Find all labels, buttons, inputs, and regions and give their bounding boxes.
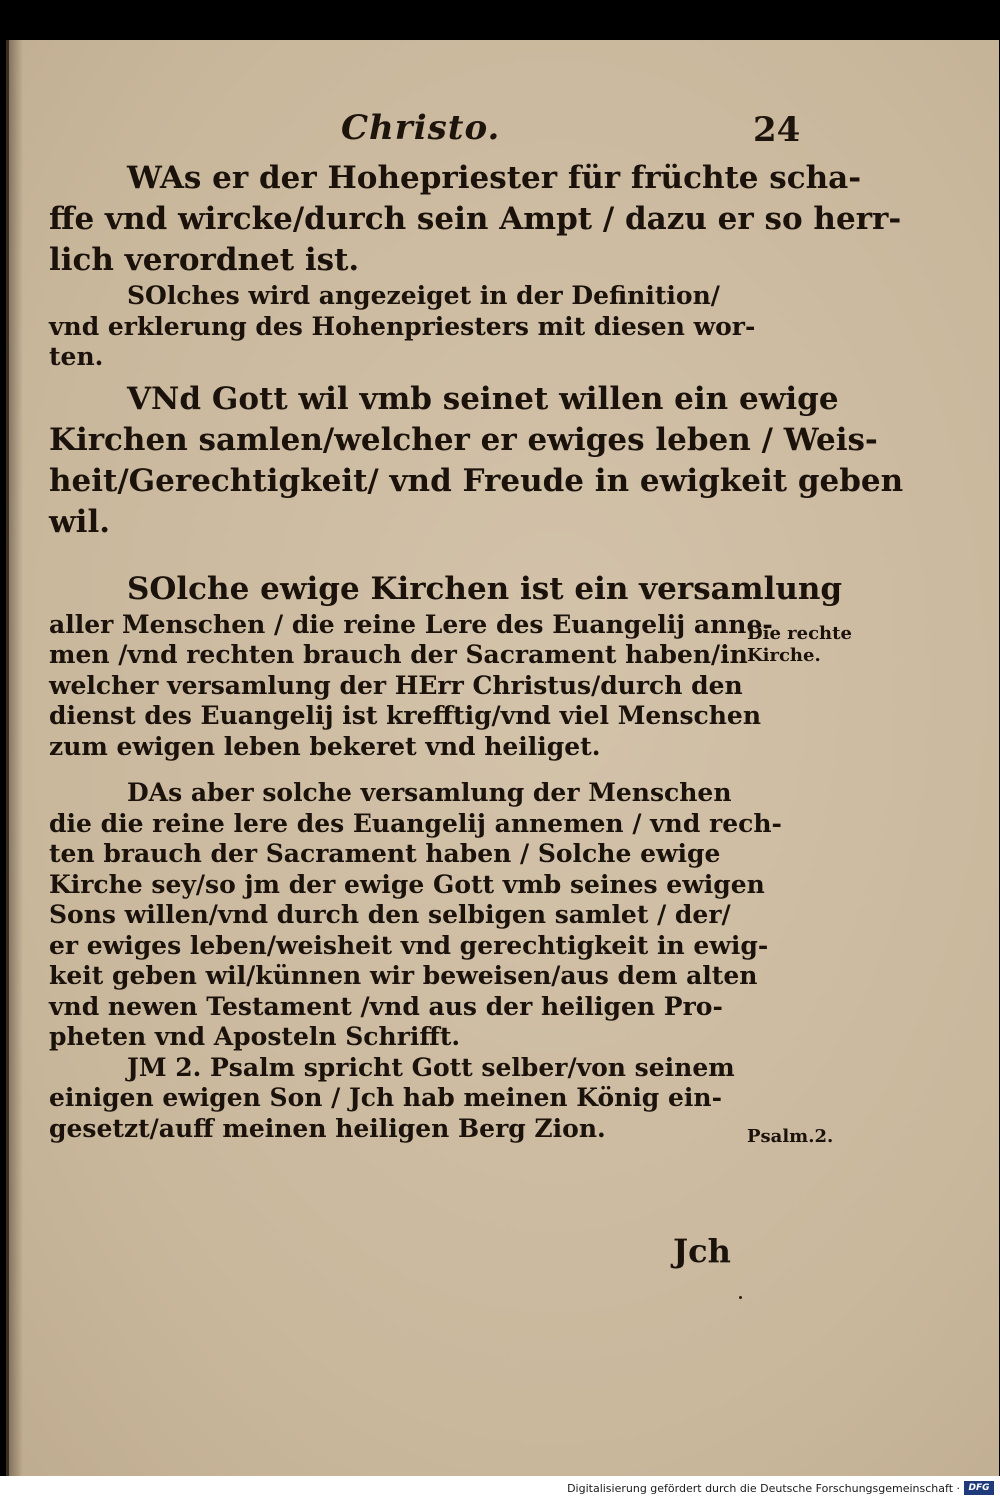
text-line: vnd erklerung des Hohenpriesters mit diesen wor- (49, 311, 756, 341)
text-line: zum ewigen leben bekeret vnd heiliget. (49, 731, 601, 761)
footer-bar (0, 1476, 1000, 1501)
margin-note-line: Kirche. (747, 645, 821, 666)
text-line: WAs er der Hohepriester für früchte scha- (127, 160, 862, 196)
text-line: JM 2. Psalm spricht Gott selber/von seinem (127, 1052, 735, 1082)
catchword: Jch (673, 1232, 731, 1270)
text-line: gesetzt/auff meinen heiligen Berg Zion. (49, 1113, 606, 1143)
text-line: Kirchen samlen/welcher er ewiges leben / Weis- (49, 421, 878, 458)
paragraph-5 (49, 778, 782, 1053)
text-line: Sons willen/vnd durch den selbigen samlet / der/ (49, 900, 731, 929)
text-line: aller Menschen / die reine Lere des Euangelij anne- (49, 609, 773, 639)
book-page (6, 40, 999, 1476)
text-line: ten brauch der Sacrament haben / Solche ewige (49, 839, 721, 868)
paragraph-2 (49, 281, 756, 373)
text-line: VNd Gott wil vmb seinet willen ein ewige (127, 380, 839, 417)
text-line: ffe vnd wircke/durch sein Ampt / dazu er so herr- (49, 201, 902, 237)
text-line: heit/Gerechtigkeit/ vnd Freude in ewigkeit geben (49, 462, 904, 499)
paper-speck (739, 1296, 742, 1299)
text-line: einigen ewigen Son / Jch hab meinen König ein- (49, 1083, 722, 1112)
running-head (9, 108, 999, 158)
text-line: Kirche sey/so jm der ewige Gott vmb seines ewigen (49, 869, 765, 899)
paragraph-1-cont (49, 199, 902, 281)
margin-note-psalm: Psalm.2. (747, 1126, 834, 1147)
running-head-title: Christo. (341, 108, 501, 148)
margin-note-line: Die rechte (747, 623, 852, 644)
paragraph-3 (49, 379, 904, 543)
funding-credit: Digitalisierung gefördert durch die Deutsche Forschungsgemeinschaft · (567, 1482, 960, 1495)
text-line: lich verordnet ist. (49, 242, 360, 278)
text-line: welcher versamlung der HErr Christus/durch den (49, 670, 743, 700)
text-line: DAs aber solche versamlung der Menschen (127, 778, 732, 807)
paragraph-1 (49, 158, 862, 199)
text-line: pheten vnd Aposteln Schrifft. (49, 1022, 461, 1051)
page-number: 24 (753, 110, 801, 150)
paragraph-6 (49, 1053, 749, 1145)
margin-note-church (747, 623, 852, 667)
text-line: ten. (49, 342, 104, 371)
text-line: wil. (49, 503, 111, 540)
text-line: die die reine lere des Euangelij annemen / vnd rech- (49, 808, 782, 838)
dfg-logo-icon: DFG (964, 1481, 994, 1495)
text-line: vnd newen Testament /vnd aus der heiligen Pro- (49, 991, 723, 1021)
text-line: dienst des Euangelij ist krefftig/vnd viel Menschen (49, 701, 762, 730)
text-line: er ewiges leben/weisheit vnd gerechtigkeit in ewig- (49, 930, 769, 960)
text-line: keit geben wil/künnen wir beweisen/aus dem alten (49, 961, 758, 990)
text-line: SOlche ewige Kirchen ist ein versamlung (127, 570, 843, 607)
text-line: SOlches wird angezeiget in der Definition/ (127, 281, 720, 310)
text-line: men /vnd rechten brauch der Sacrament haben/in (49, 640, 748, 669)
